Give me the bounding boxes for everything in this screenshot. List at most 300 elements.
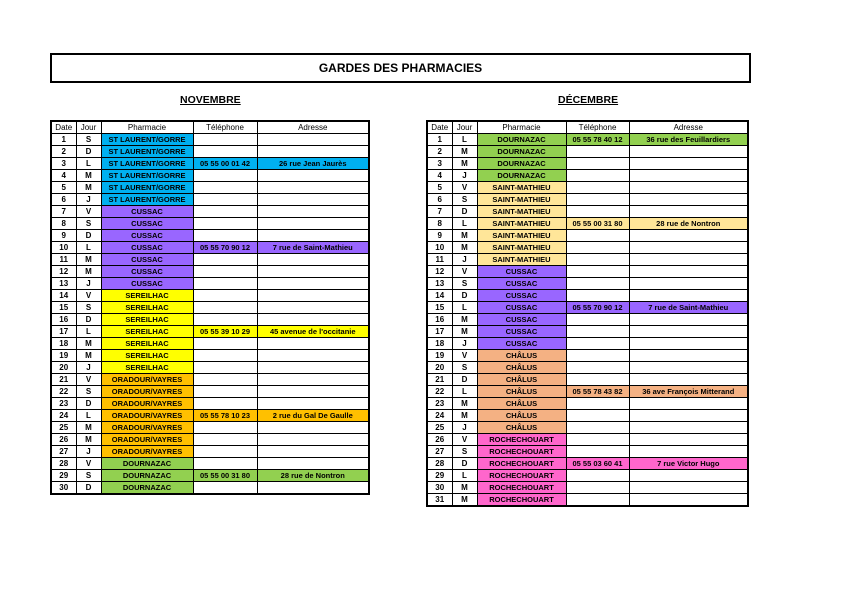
table-row [51, 422, 369, 434]
table-row [427, 350, 748, 362]
table-row [427, 266, 748, 278]
cell-day: M [76, 338, 101, 350]
cell-date: 20 [51, 362, 76, 374]
table-row [51, 266, 369, 278]
cell-date: 20 [427, 362, 452, 374]
cell-phone [566, 470, 629, 482]
table-row [427, 434, 748, 446]
cell-pharmacy: ST LAURENT/GORRE [101, 158, 193, 170]
cell-day: J [76, 362, 101, 374]
cell-pharmacy: CUSSAC [101, 254, 193, 266]
cell-day: D [76, 230, 101, 242]
cell-day: L [452, 302, 477, 314]
cell-address [257, 206, 369, 218]
cell-date: 24 [51, 410, 76, 422]
cell-phone [193, 314, 257, 326]
table-row [51, 362, 369, 374]
cell-date: 28 [51, 458, 76, 470]
cell-date: 5 [51, 182, 76, 194]
december-title: DÉCEMBRE [558, 94, 619, 106]
cell-pharmacy: ORADOUR/VAYRES [101, 374, 193, 386]
cell-pharmacy: ORADOUR/VAYRES [101, 446, 193, 458]
cell-phone [193, 458, 257, 470]
cell-phone [566, 434, 629, 446]
table-row [51, 410, 369, 422]
cell-pharmacy: ROCHECHOUART [477, 446, 566, 458]
cell-day: V [76, 374, 101, 386]
cell-phone [566, 206, 629, 218]
cell-address [257, 350, 369, 362]
cell-date: 17 [51, 326, 76, 338]
cell-date: 23 [427, 398, 452, 410]
cell-day: D [76, 314, 101, 326]
cell-address: 7 rue Victor Hugo [629, 458, 748, 470]
cell-pharmacy: SAINT-MATHIEU [477, 182, 566, 194]
cell-day: J [76, 278, 101, 290]
cell-date: 30 [427, 482, 452, 494]
cell-phone [566, 314, 629, 326]
cell-phone [566, 482, 629, 494]
cell-date: 29 [427, 470, 452, 482]
cell-phone [193, 386, 257, 398]
cell-phone [566, 230, 629, 242]
cell-day: D [76, 482, 101, 495]
cell-address [629, 434, 748, 446]
cell-address [629, 446, 748, 458]
cell-address [257, 302, 369, 314]
table-row [51, 182, 369, 194]
table-row [427, 470, 748, 482]
cell-phone [193, 146, 257, 158]
cell-phone [193, 206, 257, 218]
cell-pharmacy: CUSSAC [101, 266, 193, 278]
cell-address [257, 194, 369, 206]
november-table [50, 120, 370, 495]
table-row [51, 290, 369, 302]
page-title [50, 53, 751, 83]
header-address: Adresse [257, 121, 369, 134]
cell-address [257, 290, 369, 302]
cell-pharmacy: ST LAURENT/GORRE [101, 194, 193, 206]
cell-address [257, 314, 369, 326]
table-row [427, 398, 748, 410]
cell-day: D [452, 458, 477, 470]
header-date: Date [51, 121, 76, 134]
cell-pharmacy: DOURNAZAC [477, 170, 566, 182]
cell-day: J [76, 446, 101, 458]
cell-pharmacy: DOURNAZAC [477, 146, 566, 158]
cell-address [629, 206, 748, 218]
header-day: Jour [452, 121, 477, 134]
cell-phone [193, 350, 257, 362]
cell-pharmacy: CHÂLUS [477, 350, 566, 362]
table-row [427, 326, 748, 338]
table-row [51, 374, 369, 386]
cell-address: 36 rue des Feuillardiers [629, 134, 748, 146]
cell-date: 29 [51, 470, 76, 482]
cell-phone [193, 266, 257, 278]
cell-phone [193, 338, 257, 350]
cell-address [257, 230, 369, 242]
cell-day: S [76, 386, 101, 398]
cell-day: V [76, 458, 101, 470]
cell-phone [566, 158, 629, 170]
cell-address [257, 278, 369, 290]
cell-day: L [452, 134, 477, 146]
cell-date: 12 [51, 266, 76, 278]
cell-date: 19 [427, 350, 452, 362]
cell-phone [566, 290, 629, 302]
table-row [427, 254, 748, 266]
cell-address [629, 482, 748, 494]
cell-address [257, 134, 369, 146]
cell-pharmacy: CUSSAC [477, 278, 566, 290]
table-header-row [427, 121, 748, 134]
cell-pharmacy: ROCHECHOUART [477, 494, 566, 507]
cell-address [629, 398, 748, 410]
cell-day: V [452, 350, 477, 362]
cell-date: 8 [51, 218, 76, 230]
cell-date: 10 [427, 242, 452, 254]
cell-pharmacy: CUSSAC [477, 326, 566, 338]
cell-address: 28 rue de Nontron [257, 470, 369, 482]
table-row [427, 158, 748, 170]
cell-pharmacy: ST LAURENT/GORRE [101, 134, 193, 146]
cell-day: M [452, 326, 477, 338]
cell-phone: 05 55 78 43 82 [566, 386, 629, 398]
cell-day: M [452, 158, 477, 170]
cell-day: V [452, 434, 477, 446]
cell-day: J [76, 194, 101, 206]
cell-phone [566, 362, 629, 374]
cell-date: 12 [427, 266, 452, 278]
cell-pharmacy: CUSSAC [101, 206, 193, 218]
cell-address [257, 338, 369, 350]
table-row [51, 446, 369, 458]
cell-phone [193, 194, 257, 206]
cell-date: 8 [427, 218, 452, 230]
cell-date: 18 [51, 338, 76, 350]
cell-day: S [76, 218, 101, 230]
cell-day: S [76, 134, 101, 146]
table-row [427, 314, 748, 326]
cell-address [257, 422, 369, 434]
cell-address [629, 194, 748, 206]
cell-address [629, 254, 748, 266]
cell-pharmacy: DOURNAZAC [477, 158, 566, 170]
cell-phone [566, 326, 629, 338]
cell-date: 4 [51, 170, 76, 182]
cell-phone [566, 374, 629, 386]
cell-address [629, 230, 748, 242]
cell-phone [193, 278, 257, 290]
cell-pharmacy: ROCHECHOUART [477, 434, 566, 446]
cell-phone [193, 362, 257, 374]
cell-date: 10 [51, 242, 76, 254]
cell-day: D [452, 206, 477, 218]
cell-day: M [452, 398, 477, 410]
table-row [51, 242, 369, 254]
cell-date: 14 [427, 290, 452, 302]
december-table [426, 120, 749, 507]
cell-address [629, 290, 748, 302]
cell-date: 3 [51, 158, 76, 170]
cell-pharmacy: SAINT-MATHIEU [477, 254, 566, 266]
cell-day: M [452, 410, 477, 422]
cell-phone: 05 55 39 10 29 [193, 326, 257, 338]
cell-phone [193, 398, 257, 410]
cell-day: J [452, 170, 477, 182]
cell-address: 45 avenue de l'occitanie [257, 326, 369, 338]
cell-address [257, 218, 369, 230]
cell-address [629, 146, 748, 158]
header-day: Jour [76, 121, 101, 134]
cell-date: 9 [51, 230, 76, 242]
cell-phone [193, 134, 257, 146]
table-header-row [51, 121, 369, 134]
cell-address [257, 170, 369, 182]
cell-phone: 05 55 70 90 12 [193, 242, 257, 254]
cell-date: 18 [427, 338, 452, 350]
table-row [427, 182, 748, 194]
cell-pharmacy: CUSSAC [477, 314, 566, 326]
cell-day: S [452, 362, 477, 374]
cell-day: M [76, 182, 101, 194]
cell-address [629, 326, 748, 338]
cell-day: J [452, 254, 477, 266]
cell-date: 23 [51, 398, 76, 410]
cell-day: L [76, 158, 101, 170]
cell-day: L [452, 470, 477, 482]
cell-phone: 05 55 70 90 12 [566, 302, 629, 314]
cell-phone [193, 230, 257, 242]
cell-date: 9 [427, 230, 452, 242]
cell-day: D [452, 290, 477, 302]
cell-address [629, 470, 748, 482]
table-row [51, 338, 369, 350]
cell-address [629, 278, 748, 290]
cell-date: 6 [51, 194, 76, 206]
table-row [427, 338, 748, 350]
cell-pharmacy: ORADOUR/VAYRES [101, 386, 193, 398]
cell-phone [193, 218, 257, 230]
cell-address [629, 158, 748, 170]
cell-phone [566, 350, 629, 362]
cell-day: L [76, 326, 101, 338]
table-row [51, 350, 369, 362]
cell-date: 25 [427, 422, 452, 434]
cell-pharmacy: ST LAURENT/GORRE [101, 170, 193, 182]
cell-phone [566, 398, 629, 410]
cell-date: 1 [51, 134, 76, 146]
cell-pharmacy: SAINT-MATHIEU [477, 218, 566, 230]
cell-date: 16 [427, 314, 452, 326]
cell-date: 24 [427, 410, 452, 422]
cell-phone [566, 194, 629, 206]
cell-day: S [452, 446, 477, 458]
cell-pharmacy: ORADOUR/VAYRES [101, 422, 193, 434]
cell-phone [566, 494, 629, 507]
cell-phone [193, 302, 257, 314]
cell-address [629, 374, 748, 386]
cell-pharmacy: CUSSAC [477, 290, 566, 302]
cell-date: 2 [427, 146, 452, 158]
header-pharmacy: Pharmacie [477, 121, 566, 134]
cell-address: 7 rue de Saint-Mathieu [257, 242, 369, 254]
cell-date: 31 [427, 494, 452, 507]
table-row [51, 470, 369, 482]
table-row [427, 146, 748, 158]
cell-pharmacy: SEREILHAC [101, 302, 193, 314]
cell-day: V [76, 290, 101, 302]
cell-address [257, 434, 369, 446]
cell-pharmacy: CUSSAC [101, 230, 193, 242]
cell-day: M [76, 422, 101, 434]
cell-pharmacy: SEREILHAC [101, 338, 193, 350]
cell-day: J [452, 338, 477, 350]
cell-address [629, 266, 748, 278]
cell-phone [193, 446, 257, 458]
cell-day: J [452, 422, 477, 434]
cell-day: S [76, 302, 101, 314]
cell-pharmacy: DOURNAZAC [477, 134, 566, 146]
table-row [51, 302, 369, 314]
cell-pharmacy: ROCHECHOUART [477, 458, 566, 470]
table-row [427, 242, 748, 254]
cell-date: 13 [51, 278, 76, 290]
table-row [427, 302, 748, 314]
cell-date: 1 [427, 134, 452, 146]
cell-address: 28 rue de Nontron [629, 218, 748, 230]
table-row [427, 422, 748, 434]
cell-pharmacy: ORADOUR/VAYRES [101, 434, 193, 446]
table-row [51, 386, 369, 398]
page-title-text: GARDES DES PHARMACIES [318, 61, 483, 75]
cell-day: D [76, 398, 101, 410]
cell-pharmacy: CUSSAC [101, 278, 193, 290]
cell-address [257, 146, 369, 158]
cell-address [629, 170, 748, 182]
cell-address: 2 rue du Gal De Gaulle [257, 410, 369, 422]
cell-day: M [452, 314, 477, 326]
cell-day: M [452, 482, 477, 494]
table-row [427, 290, 748, 302]
cell-date: 30 [51, 482, 76, 495]
cell-day: D [452, 374, 477, 386]
cell-date: 27 [51, 446, 76, 458]
cell-phone [193, 254, 257, 266]
cell-phone [193, 434, 257, 446]
cell-pharmacy: SAINT-MATHIEU [477, 206, 566, 218]
cell-date: 22 [427, 386, 452, 398]
cell-pharmacy: SEREILHAC [101, 314, 193, 326]
cell-pharmacy: CUSSAC [477, 266, 566, 278]
cell-phone [566, 170, 629, 182]
cell-phone [193, 182, 257, 194]
cell-pharmacy: ROCHECHOUART [477, 482, 566, 494]
cell-address [257, 374, 369, 386]
cell-date: 16 [51, 314, 76, 326]
table-row [51, 218, 369, 230]
table-row [427, 494, 748, 507]
cell-address [629, 338, 748, 350]
cell-address [257, 386, 369, 398]
cell-day: M [76, 266, 101, 278]
cell-pharmacy: DOURNAZAC [101, 458, 193, 470]
table-row [427, 386, 748, 398]
cell-day: M [452, 146, 477, 158]
cell-phone: 05 55 00 01 42 [193, 158, 257, 170]
cell-day: L [76, 242, 101, 254]
cell-address [629, 182, 748, 194]
cell-pharmacy: SEREILHAC [101, 290, 193, 302]
cell-address [629, 422, 748, 434]
cell-address [257, 482, 369, 495]
cell-pharmacy: CHÂLUS [477, 410, 566, 422]
cell-date: 25 [51, 422, 76, 434]
cell-date: 26 [51, 434, 76, 446]
cell-address [629, 410, 748, 422]
cell-date: 15 [51, 302, 76, 314]
table-row [427, 278, 748, 290]
cell-day: S [452, 278, 477, 290]
cell-pharmacy: CHÂLUS [477, 422, 566, 434]
cell-pharmacy: SEREILHAC [101, 326, 193, 338]
cell-date: 21 [427, 374, 452, 386]
table-row [51, 146, 369, 158]
cell-day: M [76, 254, 101, 266]
table-row [427, 482, 748, 494]
cell-address [629, 350, 748, 362]
cell-address [629, 494, 748, 507]
header-date: Date [427, 121, 452, 134]
table-row [427, 218, 748, 230]
cell-phone [193, 482, 257, 495]
cell-day: L [76, 410, 101, 422]
table-row [51, 254, 369, 266]
cell-pharmacy: SEREILHAC [101, 350, 193, 362]
table-row [427, 458, 748, 470]
cell-pharmacy: SAINT-MATHIEU [477, 194, 566, 206]
table-row [51, 278, 369, 290]
table-row [427, 194, 748, 206]
cell-date: 22 [51, 386, 76, 398]
cell-date: 11 [51, 254, 76, 266]
cell-date: 19 [51, 350, 76, 362]
cell-day: M [76, 170, 101, 182]
cell-phone [566, 446, 629, 458]
cell-phone [566, 422, 629, 434]
cell-pharmacy: ST LAURENT/GORRE [101, 182, 193, 194]
table-row [51, 158, 369, 170]
table-row [427, 446, 748, 458]
cell-pharmacy: SAINT-MATHIEU [477, 230, 566, 242]
cell-phone [193, 422, 257, 434]
cell-pharmacy: CUSSAC [477, 338, 566, 350]
cell-date: 15 [427, 302, 452, 314]
cell-phone: 05 55 00 31 80 [193, 470, 257, 482]
cell-pharmacy: DOURNAZAC [101, 482, 193, 495]
cell-date: 27 [427, 446, 452, 458]
table-row [427, 134, 748, 146]
cell-date: 3 [427, 158, 452, 170]
cell-day: V [452, 266, 477, 278]
cell-phone [566, 278, 629, 290]
table-row [51, 230, 369, 242]
cell-pharmacy: CUSSAC [477, 302, 566, 314]
cell-phone [566, 338, 629, 350]
cell-pharmacy: ORADOUR/VAYRES [101, 410, 193, 422]
